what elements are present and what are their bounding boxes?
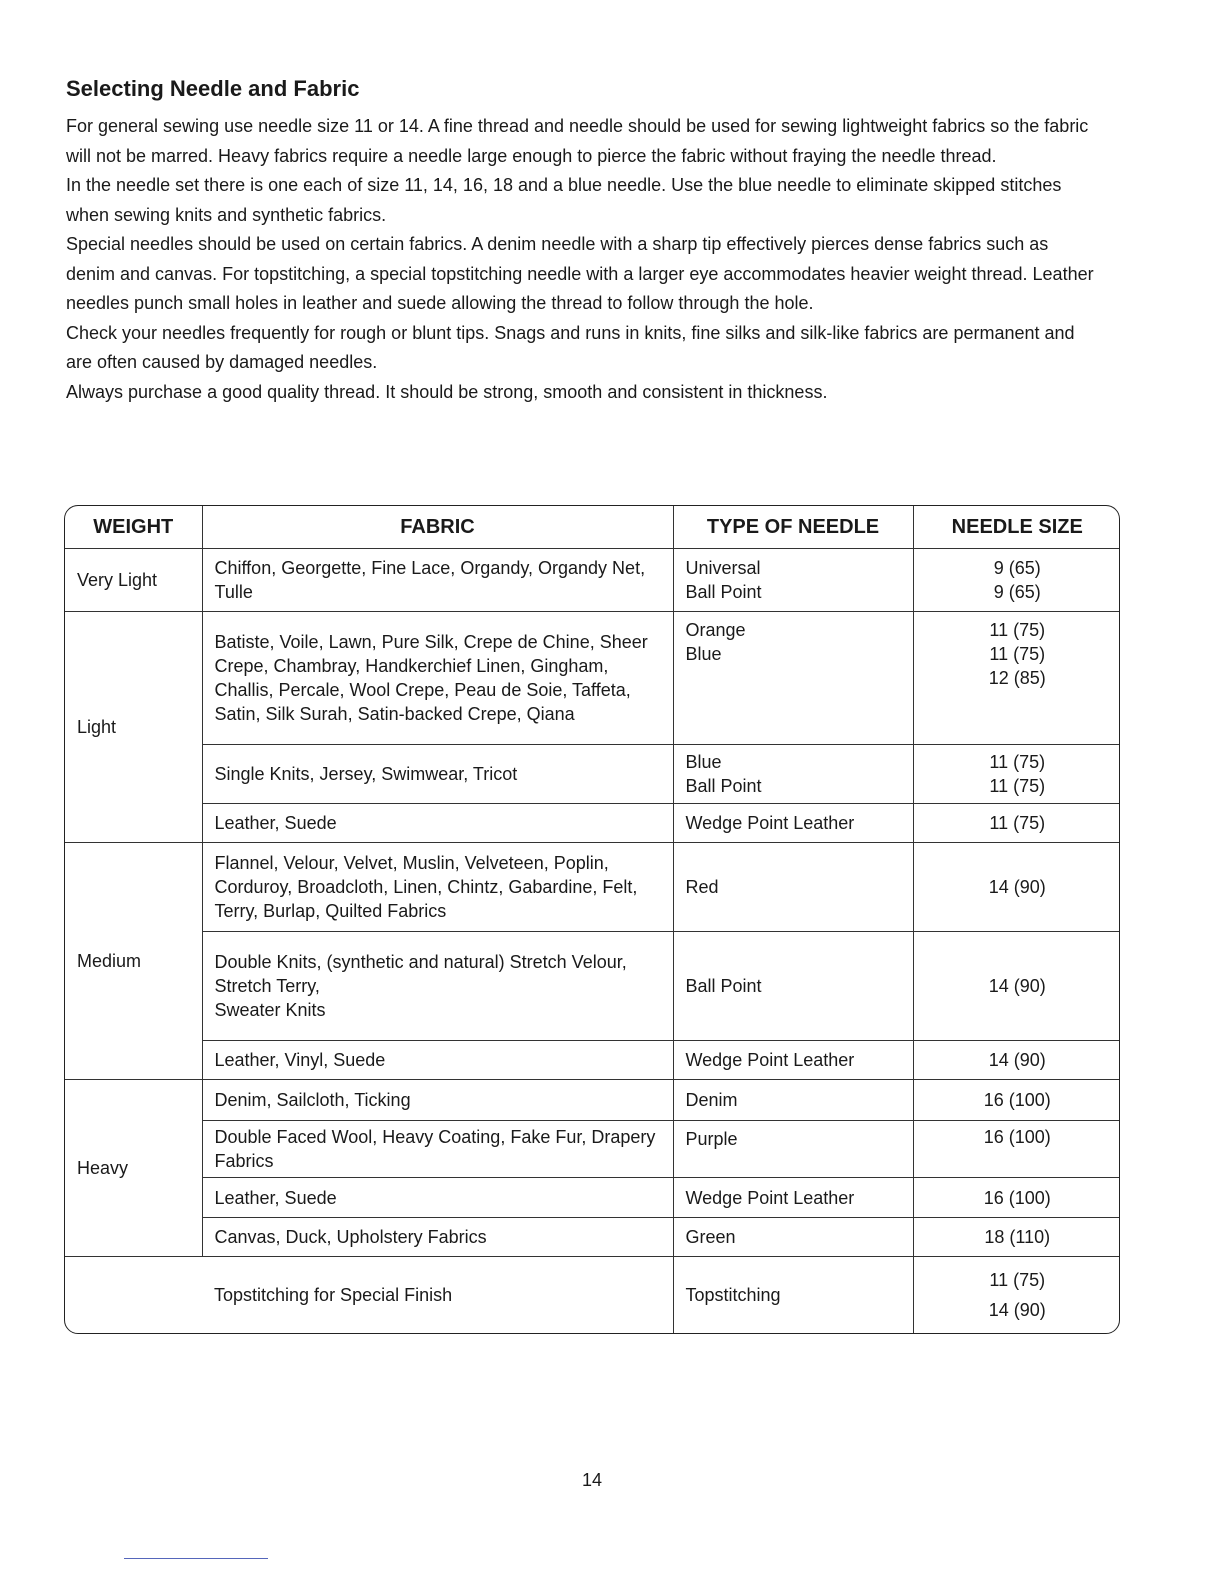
paragraph-needle-size: For general sewing use needle size 11 or 14. A fine thread and needle should be used for sewing lightweight fabrics so the fabric will not be marred. Heavy fabrics require a needle large enough to pierce the fabric without fraying the needle thread.: [66, 116, 1089, 166]
needle-type-cell: Universal Ball Point: [673, 549, 913, 612]
paragraph-needle-set: In the needle set there is one each of size 11, 14, 16, 18 and a blue needle. Use the blue needle to eliminate skipped stitches when sewing knits and synthetic fabrics.: [66, 175, 1062, 225]
weight-light: Light: [65, 612, 202, 843]
needle-size-cell: 11 (75) 11 (75) 12 (85): [913, 612, 1120, 745]
needle-size-cell: 11 (75) 11 (75): [913, 745, 1120, 804]
needle-type-cell: Red: [673, 843, 913, 932]
needle-type-cell: Purple: [673, 1121, 913, 1178]
needle-size-cell: 18 (110): [913, 1218, 1120, 1257]
needle-size-cell: 16 (100): [913, 1178, 1120, 1218]
intro-text: [66, 112, 1096, 407]
table-row: [65, 612, 1120, 745]
needle-fabric-table-frame: [64, 505, 1120, 1334]
needle-type-cell: Wedge Point Leather: [673, 1041, 913, 1080]
fabric-cell: Chiffon, Georgette, Fine Lace, Organdy, Organdy Net, Tulle: [202, 549, 673, 612]
table-header-row: [65, 506, 1120, 549]
needle-type-cell: Ball Point: [673, 932, 913, 1041]
fabric-cell: Single Knits, Jersey, Swimwear, Tricot: [202, 745, 673, 804]
fabric-cell: Topstitching for Special Finish: [202, 1257, 673, 1333]
header-weight: WEIGHT: [65, 506, 202, 549]
fabric-cell: Batiste, Voile, Lawn, Pure Silk, Crepe de Chine, Sheer Crepe, Chambray, Handkerchief Linen, Gingham, Challis, Percale, Wool Crepe, Peau de Soie, Taffeta, Satin, Silk Surah, Satin-backed Crepe, Qiana: [202, 612, 673, 745]
needle-size-cell: 16 (100): [913, 1121, 1120, 1178]
fabric-cell: Leather, Vinyl, Suede: [202, 1041, 673, 1080]
table-row: [65, 804, 1120, 843]
table-row: [65, 1041, 1120, 1080]
weight-heavy: Heavy: [65, 1080, 202, 1257]
needle-size-cell: 11 (75): [913, 804, 1120, 843]
table-row: [65, 745, 1120, 804]
needle-size-cell: 9 (65) 9 (65): [913, 549, 1120, 612]
section-title: Selecting Needle and Fabric: [66, 76, 360, 101]
paragraph-thread-quality: Always purchase a good quality thread. It should be strong, smooth and consistent in thickness.: [66, 381, 828, 402]
needle-type-cell: Wedge Point Leather: [673, 1178, 913, 1218]
needle-size-cell: 16 (100): [913, 1080, 1120, 1121]
needle-size-cell: 14 (90): [913, 1041, 1120, 1080]
page-number: 14: [581, 1470, 603, 1490]
table-row: [65, 1178, 1120, 1218]
fabric-cell: Double Faced Wool, Heavy Coating, Fake Fur, Drapery Fabrics: [202, 1121, 673, 1178]
needle-size-cell: 14 (90): [913, 932, 1120, 1041]
weight-medium: Medium: [65, 843, 202, 1080]
paragraph-check-needles: Check your needles frequently for rough or blunt tips. Snags and runs in knits, fine silks and silk-like fabrics are permanent and are often caused by damaged needles.: [66, 322, 1075, 372]
needle-size-cell: 11 (75) 14 (90): [913, 1257, 1120, 1333]
table-row: [65, 1257, 1120, 1333]
fabric-cell: Canvas, Duck, Upholstery Fabrics: [202, 1218, 673, 1257]
footer-divider: [124, 1558, 268, 1559]
needle-size-cell: 14 (90): [913, 843, 1120, 932]
table-row: [65, 1121, 1120, 1178]
needle-type-cell: Wedge Point Leather: [673, 804, 913, 843]
needle-type-cell: Denim: [673, 1080, 913, 1121]
needle-type-cell: Green: [673, 1218, 913, 1257]
paragraph-special-needles: Special needles should be used on certain fabrics. A denim needle with a sharp tip effectively pierces dense fabrics such as denim and canvas. For topstitching, a special topstitching needle with a larger eye accommodates heavier weight thread. Leather needles punch small holes in leather and suede allowing the thread to follow through the hole.: [66, 234, 1094, 313]
header-needle-size: NEEDLE SIZE: [913, 506, 1120, 549]
table-row: [65, 1080, 1120, 1121]
fabric-cell: Double Knits, (synthetic and natural) Stretch Velour, Stretch Terry, Sweater Knits: [202, 932, 673, 1041]
table-row: [65, 932, 1120, 1041]
needle-fabric-table: [65, 506, 1120, 1333]
table-row: [65, 549, 1120, 612]
needle-type-cell: Blue Ball Point: [673, 745, 913, 804]
table-row: [65, 843, 1120, 932]
fabric-cell: Leather, Suede: [202, 804, 673, 843]
header-fabric: FABRIC: [202, 506, 673, 549]
fabric-cell: Denim, Sailcloth, Ticking: [202, 1080, 673, 1121]
header-needle-type: TYPE OF NEEDLE: [673, 506, 913, 549]
fabric-cell: Flannel, Velour, Velvet, Muslin, Velveteen, Poplin, Corduroy, Broadcloth, Linen, Chintz, Gabardine, Felt, Terry, Burlap, Quilted Fabrics: [202, 843, 673, 932]
needle-type-cell: Topstitching: [673, 1257, 913, 1333]
needle-type-cell: Orange Blue: [673, 612, 913, 745]
weight-empty: [65, 1257, 202, 1333]
weight-very-light: Very Light: [65, 549, 202, 612]
table-row: [65, 1218, 1120, 1257]
fabric-cell: Leather, Suede: [202, 1178, 673, 1218]
